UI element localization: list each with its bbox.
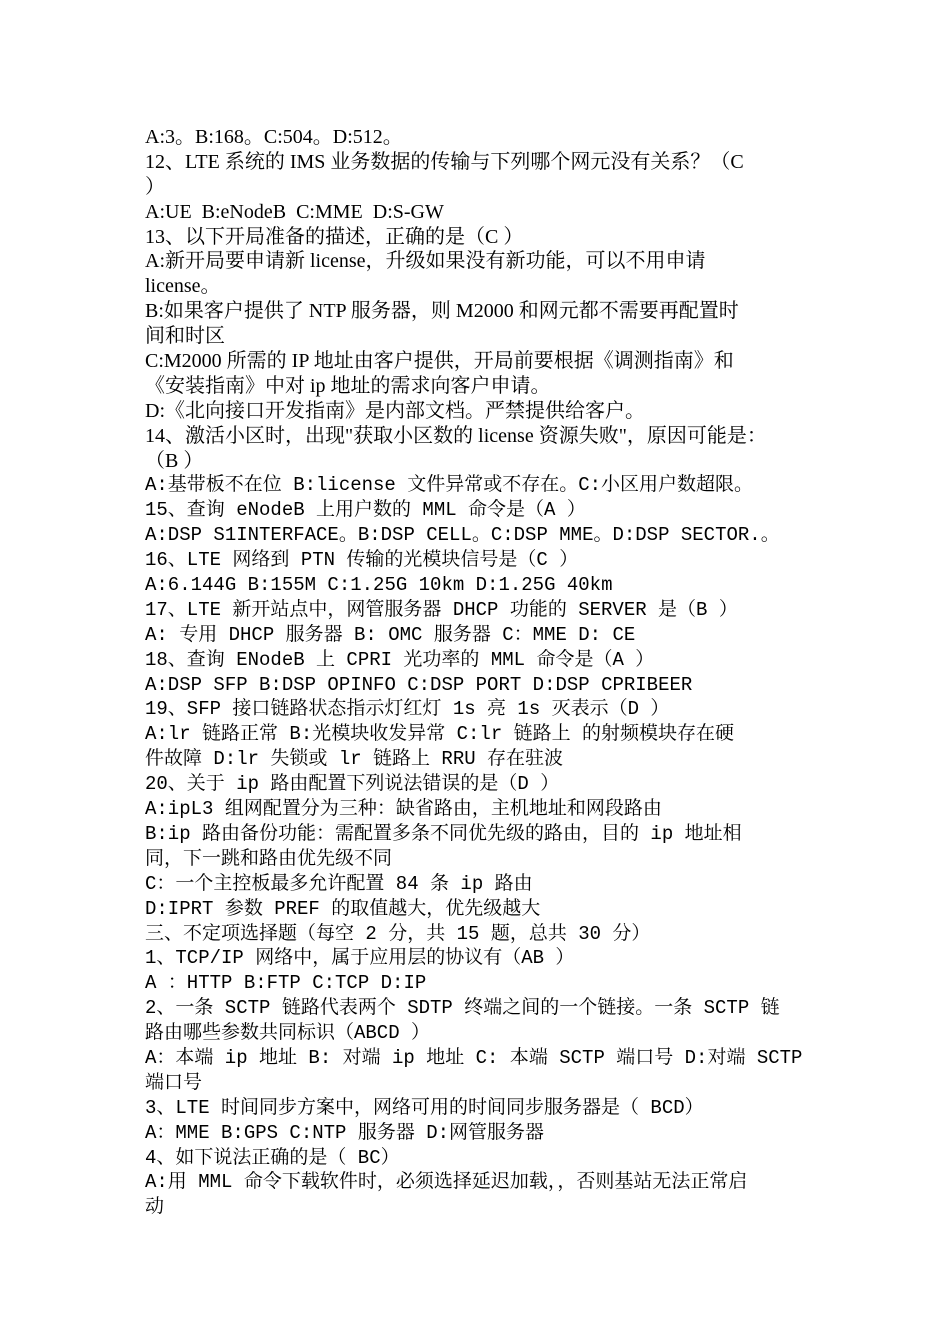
text-line: A:6.144G B:155M C:1.25G 10km D:1.25G 40km	[145, 574, 613, 597]
text-line: 三、不定项选择题（每空 2 分，共 15 题，总共 30 分）	[145, 922, 651, 945]
text-line: A:UE B:eNodeB C:MME D:S-GW	[145, 200, 444, 223]
text-line: 19、SFP 接口链路状态指示灯红灯 1s 亮 1s 灭表示（D ）	[145, 698, 670, 721]
text-line: 16、LTE 网络到 PTN 传输的光模块信号是（C ）	[145, 549, 579, 572]
text-line: A:用 MML 命令下载软件时，必须选择延迟加载，，否则基站无法正常启	[145, 1171, 748, 1194]
text-line: 间和时区	[145, 325, 225, 348]
text-line: 4、如下说法正确的是（ BC）	[145, 1146, 400, 1169]
text-line: 12、LTE 系统的 IMS 业务数据的传输与下列哪个网元没有关系？（C	[145, 150, 744, 173]
text-line: 《安装指南》中对 ip 地址的需求向客户申请。	[145, 374, 551, 397]
text-line: A:基带板不在位 B:license 文件异常或不存在。C:小区用户数超限。	[145, 474, 754, 497]
text-line: 2、一条 SCTP 链路代表两个 SDTP 终端之间的一个链接。一条 SCTP 链	[145, 997, 780, 1020]
text-line: 端口号	[145, 1071, 203, 1094]
text-line: A:3。B:168。C:504。D:512。	[145, 126, 403, 148]
text-line: 14、激活小区时，出现"获取小区数的 license 资源失败"，原因可能是：	[145, 424, 767, 447]
text-line: 13、以下开局准备的描述，正确的是（C ）	[145, 225, 524, 248]
text-line: 3、LTE 时间同步方案中，网络可用的时间同步服务器是（ BCD）	[145, 1096, 704, 1119]
text-line: A：本端 ip 地址 B: 对端 ip 地址 C: 本端 SCTP 端口号 D:对端 SCTP	[145, 1046, 803, 1069]
text-line: 15、查询 eNodeB 上用户数的 MML 命令是（A ）	[145, 499, 586, 522]
document-body	[145, 125, 815, 1220]
text-line: A:DSP S1INTERFACE。B:DSP CELL。C:DSP MME。D:DSP SECTOR.。	[145, 524, 780, 547]
text-line: A：MME B:GPS C:NTP 服务器 D:网管服务器	[145, 1121, 545, 1144]
text-line: 17、LTE 新开站点中，网管服务器 DHCP 功能的 SERVER 是（B ）	[145, 598, 738, 621]
text-line: A:DSP SFP B:DSP OPINFO C:DSP PORT D:DSP CPRIBEER	[145, 673, 693, 696]
text-line: 动	[145, 1196, 165, 1219]
text-line: ）	[145, 175, 165, 198]
text-line: 同，下一跳和路由优先级不同	[145, 847, 393, 870]
text-line: C:M2000 所需的 IP 地址由客户提供，开局前要根据《调测指南》和	[145, 350, 734, 373]
text-line: D:IPRT 参数 PREF 的取值越大，优先级越大	[145, 897, 541, 920]
text-line: A ：HTTP B:FTP C:TCP D:IP	[145, 972, 427, 995]
text-line: C：一个主控板最多允许配置 84 条 ip 路由	[145, 872, 533, 895]
text-line: A: 专用 DHCP 服务器 B: OMC 服务器 C：MME D: CE	[145, 623, 636, 646]
text-line: 件故障 D:lr 失锁或 lr 链路上 RRU 存在驻波	[145, 748, 564, 771]
text-line: D:《北向接口开发指南》是内部文档。严禁提供给客户。	[145, 399, 645, 422]
text-line: A:新开局要申请新 license，升级如果没有新功能，可以不用申请	[145, 250, 706, 273]
text-line: A:lr 链路正常 B:光模块收发异常 C:lr 链路上 的射频模块存在硬	[145, 723, 735, 746]
text-line: （B ）	[145, 449, 204, 472]
text-line: B:ip 路由备份功能：需配置多条不同优先级的路由，目的 ip 地址相	[145, 822, 742, 845]
text-line: license。	[145, 275, 221, 298]
text-line: 20、关于 ip 路由配置下列说法错误的是（D ）	[145, 773, 560, 796]
text-line: 18、查询 ENodeB 上 CPRI 光功率的 MML 命令是（A ）	[145, 648, 655, 671]
text-line: A:ipL3 组网配置分为三种：缺省路由，主机地址和网段路由	[145, 798, 662, 821]
text-line: B:如果客户提供了 NTP 服务器，则 M2000 和网元都不需要再配置时	[145, 300, 739, 323]
text-line: 1、TCP/IP 网络中，属于应用层的协议有（AB ）	[145, 947, 575, 970]
text-line: 路由哪些参数共同标识（ABCD ）	[145, 1022, 431, 1045]
